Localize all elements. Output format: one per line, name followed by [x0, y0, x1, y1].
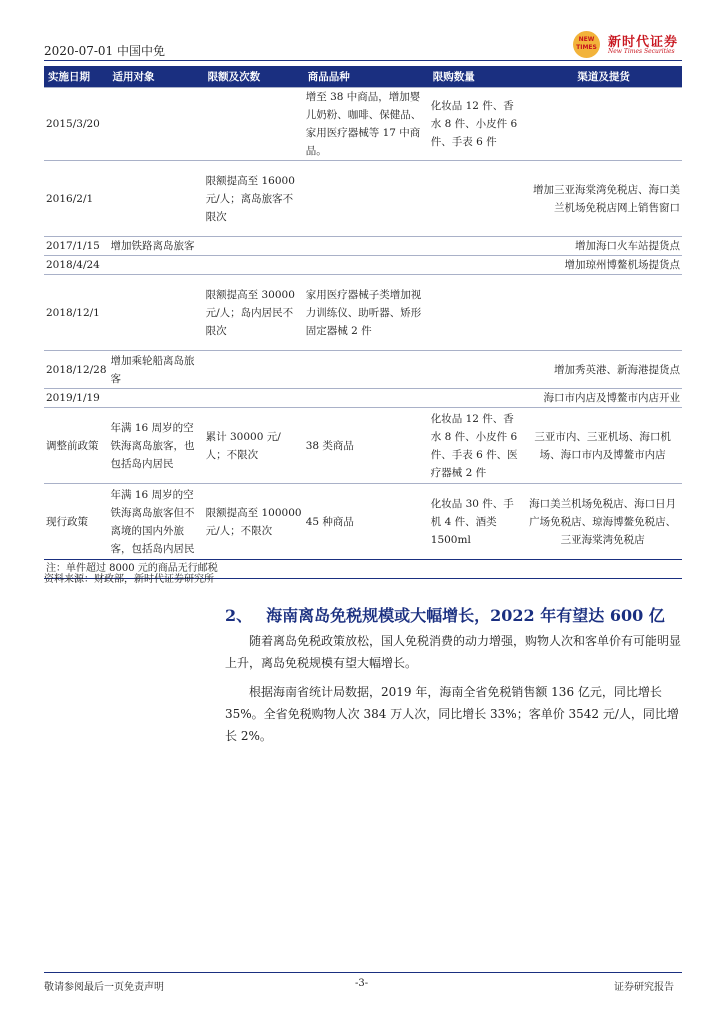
footer-divider — [44, 972, 682, 973]
cell-target — [109, 88, 204, 161]
cell-limit: 限额提高至 16000 元/人；离岛旅客不限次 — [204, 161, 304, 237]
paragraph-1: 随着离岛免税政策放松，国人免税消费的动力增强，购物人次和客单价有可能明显上升，离岛免税规模有望大幅增长。 — [225, 634, 682, 670]
cell-target: 年满 16 周岁的空铁海离岛旅客但不离境的国内外旅客，包括岛内居民 — [109, 484, 204, 560]
cell-qty: 化妆品 12 件、香水 8 件、小皮件 6 件、手表 6 件 — [429, 88, 523, 161]
duty-free-policy-table — [44, 66, 682, 579]
footer-report-type: 证券研究报告 — [614, 982, 674, 993]
paragraph-2: 根据海南省统计局数据，2019 年，海南全省免税销售额 136 亿元，同比增长 35%。全省免税购物人次 384 万人次，同比增长 33%；客单价 3542 元/人，同比增长 2%。 — [225, 685, 679, 743]
table-row — [44, 88, 682, 161]
table-row — [44, 161, 682, 237]
cell-date: 现行政策 — [44, 484, 109, 560]
cell-qty — [429, 237, 523, 256]
table-note: 注：单件超过 8000 元的商品无行邮税 — [44, 560, 682, 579]
col-header-goods: 商品品种 — [304, 66, 429, 88]
col-header-date: 实施日期 — [44, 66, 109, 88]
cell-date: 2017/1/15 — [44, 237, 109, 256]
cell-date: 2018/4/24 — [44, 256, 109, 275]
cell-date: 2019/1/19 — [44, 389, 109, 408]
cell-qty: 化妆品 30 件、手机 4 件、酒类 1500ml — [429, 484, 523, 560]
cell-limit — [204, 88, 304, 161]
logo-chinese-name: 新时代证券 — [608, 35, 679, 50]
table-row — [44, 351, 682, 389]
col-header-target: 适用对象 — [109, 66, 204, 88]
cell-date: 2018/12/28 — [44, 351, 109, 389]
footer-disclaimer: 敬请参阅最后一页免责声明 — [44, 982, 164, 993]
cell-target: 年满 16 周岁的空铁海离岛旅客，也包括岛内居民 — [109, 408, 204, 484]
cell-qty — [429, 161, 523, 237]
cell-goods — [304, 256, 429, 275]
cell-limit — [204, 256, 304, 275]
cell-target — [109, 161, 204, 237]
cell-channel: 增加琼州博鳌机场提货点 — [523, 256, 682, 275]
cell-channel: 增加海口火车站提货点 — [523, 237, 682, 256]
header-date-company: 2020-07-01 中国中免 — [44, 44, 166, 58]
header-divider — [44, 60, 682, 61]
cell-channel: 增加三亚海棠湾免税店、海口美兰机场免税店网上销售窗口 — [523, 161, 682, 237]
cell-qty — [429, 275, 523, 351]
cell-goods — [304, 389, 429, 408]
cell-goods — [304, 351, 429, 389]
cell-qty — [429, 256, 523, 275]
col-header-limit: 限额及次数 — [204, 66, 304, 88]
company-logo — [573, 31, 688, 59]
section-heading — [225, 603, 665, 626]
cell-date: 2018/12/1 — [44, 275, 109, 351]
cell-goods: 38 类商品 — [304, 408, 429, 484]
logo-badge-icon: NEW TIMES — [573, 31, 600, 58]
cell-qty — [429, 351, 523, 389]
cell-goods — [304, 161, 429, 237]
cell-channel: 三亚市内、三亚机场、海口机场、海口市内及博鳌市内店 — [523, 408, 682, 484]
table-row — [44, 237, 682, 256]
cell-channel — [523, 88, 682, 161]
table-row — [44, 389, 682, 408]
col-header-qty: 限购数量 — [429, 66, 523, 88]
table-row — [44, 408, 682, 484]
section-title: 海南离岛免税规模或大幅增长，2022 年有望达 600 亿 — [266, 606, 665, 625]
cell-goods: 45 种商品 — [304, 484, 429, 560]
section-number: 2、 — [225, 606, 253, 625]
table-row — [44, 484, 682, 560]
cell-channel: 增加秀英港、新海港提货点 — [523, 351, 682, 389]
cell-date: 调整前政策 — [44, 408, 109, 484]
cell-target: 增加铁路离岛旅客 — [109, 237, 204, 256]
cell-qty — [429, 389, 523, 408]
cell-qty: 化妆品 12 件、香水 8 件、小皮件 6 件、手表 6 件、医疗器械 2 件 — [429, 408, 523, 484]
cell-goods: 家用医疗器械子类增加视力训练仪、助听器、矫形固定器械 2 件 — [304, 275, 429, 351]
table-row — [44, 275, 682, 351]
cell-limit: 限额提高至 100000 元/人；不限次 — [204, 484, 304, 560]
cell-date: 2015/3/20 — [44, 88, 109, 161]
cell-goods — [304, 237, 429, 256]
cell-goods: 增至 38 中商品，增加婴儿奶粉、咖啡、保健品、家用医疗器械等 17 中商品。 — [304, 88, 429, 161]
cell-limit — [204, 237, 304, 256]
table-header-row — [44, 66, 682, 88]
logo-english-name: New Times Securities — [608, 48, 675, 55]
cell-channel: 海口市内店及博鳌市内店开业 — [523, 389, 682, 408]
page-number: -3- — [355, 978, 369, 989]
col-header-channel: 渠道及提货 — [523, 66, 682, 88]
cell-date: 2016/2/1 — [44, 161, 109, 237]
cell-limit: 限额提高至 30000 元/人；岛内居民不限次 — [204, 275, 304, 351]
cell-limit — [204, 389, 304, 408]
cell-target — [109, 275, 204, 351]
cell-target: 增加乘轮船离岛旅客 — [109, 351, 204, 389]
table-row — [44, 256, 682, 275]
cell-limit — [204, 351, 304, 389]
cell-channel: 海口美兰机场免税店、海口日月广场免税店、琼海博鳌免税店、三亚海棠湾免税店 — [523, 484, 682, 560]
cell-channel — [523, 275, 682, 351]
cell-target — [109, 389, 204, 408]
table-source: 资料来源：财政部，新时代证券研究所 — [44, 574, 214, 585]
cell-target — [109, 256, 204, 275]
cell-limit: 累计 30000 元/人；不限次 — [204, 408, 304, 484]
